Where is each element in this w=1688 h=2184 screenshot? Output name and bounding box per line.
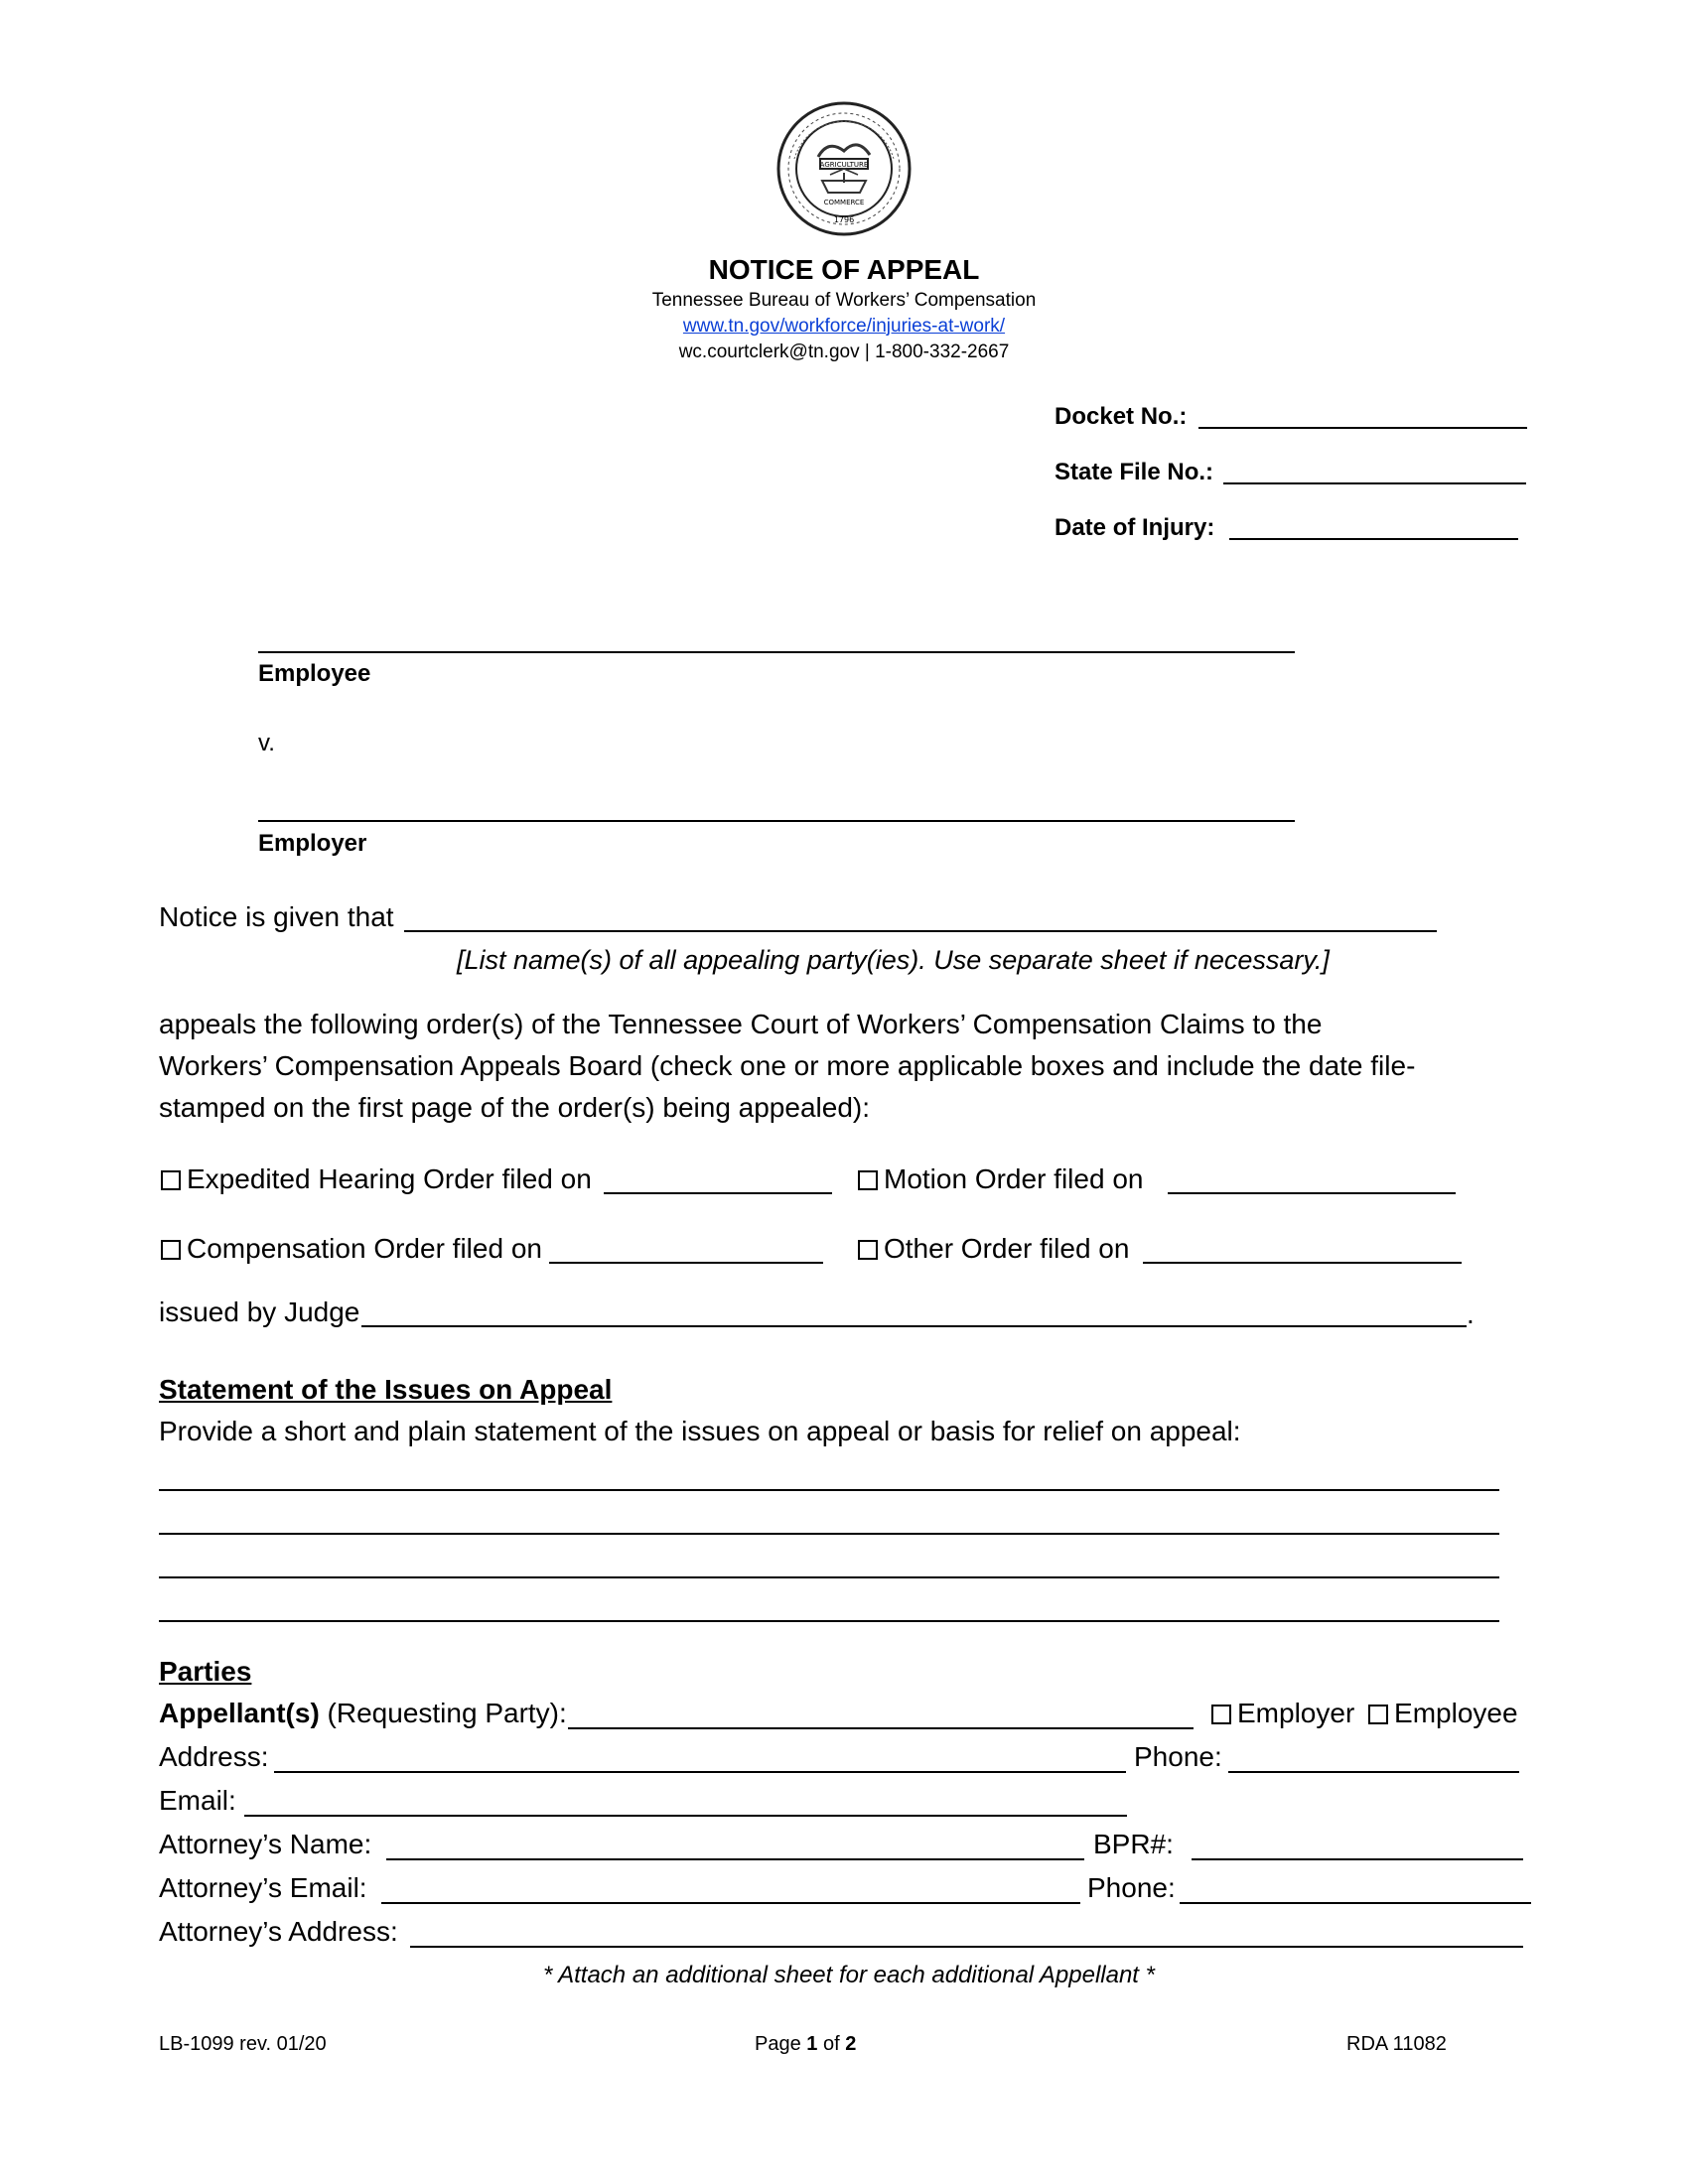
form-title: NOTICE OF APPEAL — [708, 254, 980, 285]
agency-contact: wc.courtclerk@tn.gov | 1-800-332-2667 — [678, 341, 1010, 362]
appellant-name-field[interactable] — [568, 1727, 1194, 1729]
attorney-phone-label: Phone: — [1087, 1872, 1176, 1903]
notice-paragraph-line2: Workers’ Compensation Appeals Board (check one or more applicable boxes and include the date file- — [159, 1050, 1416, 1081]
parties-heading: Parties — [159, 1656, 252, 1687]
page-total: 2 — [845, 2033, 857, 2055]
address-field[interactable] — [274, 1771, 1126, 1773]
compensation-order-option[interactable] — [161, 1235, 542, 1263]
rda-number: RDA 11082 — [1346, 2033, 1447, 2055]
agency-name: Tennessee Bureau of Workers’ Compensation — [651, 290, 1037, 311]
motion-order-label: Motion Order filed on — [884, 1163, 1144, 1194]
appellant-type-options[interactable] — [1211, 1700, 1518, 1727]
employer-option-label: Employer — [1237, 1698, 1355, 1728]
issues-line-1[interactable] — [159, 1489, 1499, 1491]
email-field[interactable] — [244, 1815, 1127, 1817]
motion-date-field[interactable] — [1168, 1192, 1456, 1194]
attach-note: * Attach an additional sheet for each additional Appellant * — [543, 1962, 1155, 1988]
page-number — [755, 2033, 856, 2056]
svg-text:COMMERCE: COMMERCE — [823, 199, 865, 206]
other-checkbox[interactable] — [858, 1240, 878, 1260]
issues-line-4[interactable] — [159, 1620, 1499, 1622]
docket-label: Docket No.: — [1055, 403, 1188, 430]
motion-checkbox[interactable] — [858, 1170, 878, 1190]
email-label: Email: — [159, 1785, 236, 1816]
versus-label: v. — [258, 730, 275, 756]
page-mid: of — [817, 2033, 846, 2055]
issues-heading: Statement of the Issues on Appeal — [159, 1374, 613, 1405]
employee-checkbox[interactable] — [1368, 1705, 1388, 1724]
expedited-checkbox[interactable] — [161, 1170, 181, 1190]
attorney-phone-field[interactable] — [1180, 1902, 1531, 1904]
issues-line-2[interactable] — [159, 1533, 1499, 1535]
judge-name-field[interactable] — [361, 1325, 1467, 1327]
compensation-order-label: Compensation Order filed on — [187, 1233, 542, 1264]
compensation-checkbox[interactable] — [161, 1240, 181, 1260]
other-order-option[interactable] — [858, 1235, 1129, 1263]
judge-period: . — [1467, 1298, 1475, 1329]
employer-name-field[interactable] — [258, 820, 1295, 822]
state-seal-logo — [774, 99, 914, 238]
employee-option-label: Employee — [1394, 1698, 1518, 1728]
form-id: LB-1099 rev. 01/20 — [159, 2033, 327, 2055]
expedited-date-field[interactable] — [604, 1192, 832, 1194]
notice-given-label: Notice is given that — [159, 901, 394, 932]
date-injury-field[interactable] — [1229, 538, 1518, 540]
other-order-label: Other Order filed on — [884, 1233, 1130, 1264]
judge-label: issued by Judge — [159, 1297, 360, 1327]
expedited-order-label: Expedited Hearing Order filed on — [187, 1163, 592, 1194]
employee-name-field[interactable] — [258, 651, 1295, 653]
appealing-parties-instruction: [List name(s) of all appealing party(ies). Use separate sheet if necessary.] — [457, 945, 1330, 975]
appealing-parties-field[interactable] — [404, 930, 1437, 932]
attorney-address-label: Attorney’s Address: — [159, 1916, 398, 1947]
appellant-label-sub: (Requesting Party): — [319, 1698, 567, 1728]
docket-field[interactable] — [1198, 427, 1527, 429]
attorney-email-label: Attorney’s Email: — [159, 1872, 367, 1903]
expedited-order-option[interactable] — [161, 1165, 592, 1193]
issues-instruction: Provide a short and plain statement of the issues on appeal or basis for relief on appeal: — [159, 1416, 1241, 1446]
employee-label: Employee — [258, 660, 371, 687]
page-current: 1 — [806, 2033, 818, 2055]
notice-paragraph-line1: appeals the following order(s) of the Tennessee Court of Workers’ Compensation Claims to the — [159, 1009, 1323, 1039]
phone-field[interactable] — [1228, 1771, 1519, 1773]
address-label: Address: — [159, 1741, 269, 1772]
motion-order-option[interactable] — [858, 1165, 1143, 1193]
attorney-name-field[interactable] — [386, 1858, 1084, 1860]
compensation-date-field[interactable] — [549, 1262, 823, 1264]
svg-text:AGRICULTURE: AGRICULTURE — [819, 161, 869, 169]
attorney-email-field[interactable] — [381, 1902, 1080, 1904]
appellant-label — [159, 1700, 567, 1727]
employer-checkbox[interactable] — [1211, 1705, 1231, 1724]
page-prefix: Page — [755, 2033, 807, 2055]
state-file-field[interactable] — [1223, 482, 1526, 484]
agency-website-link[interactable]: www.tn.gov/workforce/injuries-at-work/ — [682, 316, 1006, 337]
svg-text:1796: 1796 — [833, 215, 855, 224]
date-injury-label: Date of Injury: — [1055, 514, 1215, 541]
other-date-field[interactable] — [1143, 1262, 1462, 1264]
attorney-name-label: Attorney’s Name: — [159, 1829, 372, 1859]
issues-line-3[interactable] — [159, 1576, 1499, 1578]
phone-label: Phone: — [1134, 1741, 1222, 1772]
notice-paragraph-line3: stamped on the first page of the order(s) being appealed): — [159, 1092, 870, 1123]
employer-label: Employer — [258, 830, 367, 857]
bpr-label: BPR#: — [1093, 1829, 1174, 1859]
attorney-address-field[interactable] — [410, 1946, 1523, 1948]
bpr-field[interactable] — [1192, 1858, 1523, 1860]
appellant-label-bold: Appellant(s) — [159, 1698, 320, 1728]
state-file-label: State File No.: — [1055, 459, 1214, 485]
